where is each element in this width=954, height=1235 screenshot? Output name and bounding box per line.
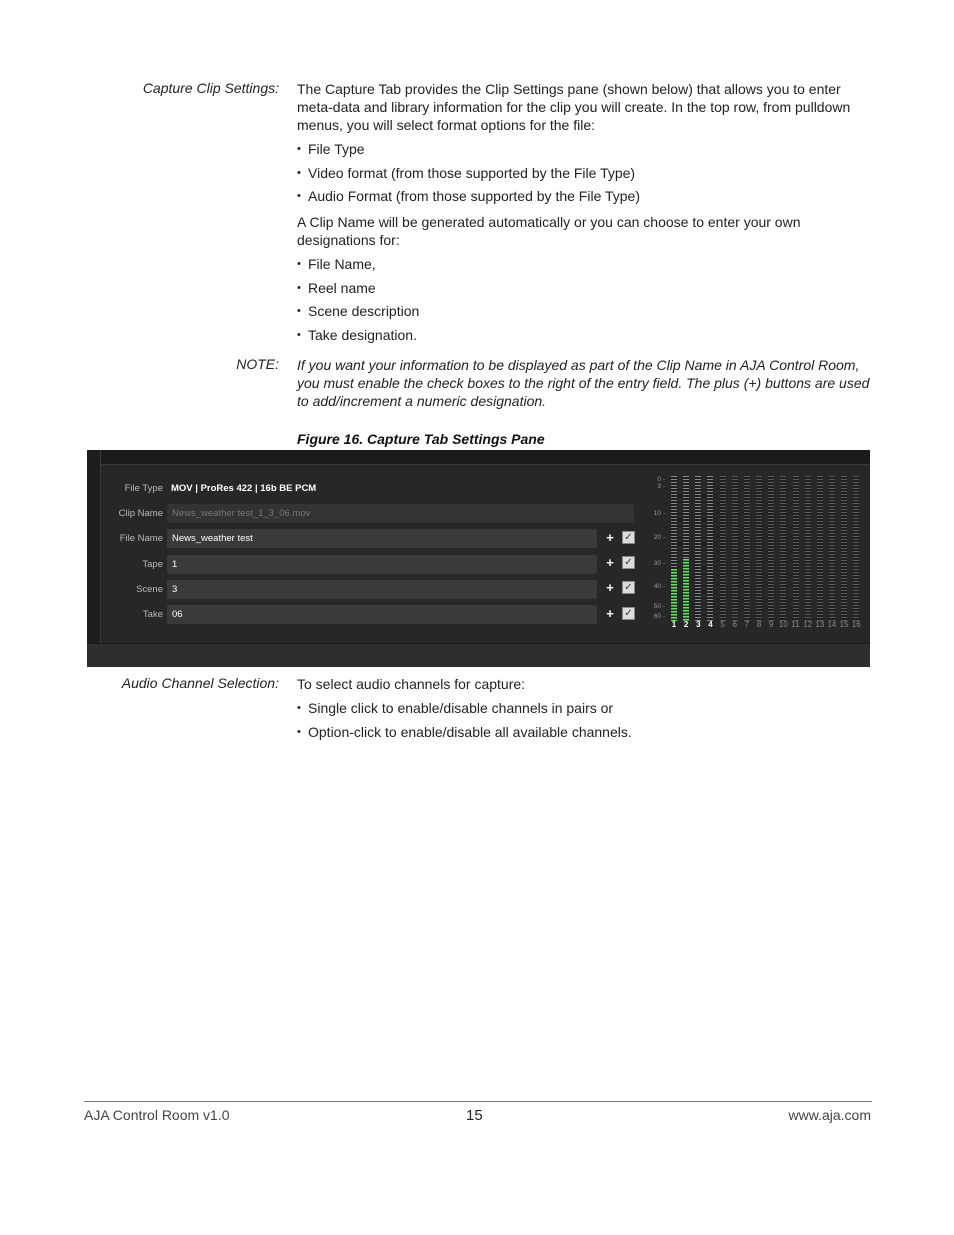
file-name-plus-button[interactable]: + (606, 530, 614, 545)
channel-number[interactable]: 9 (768, 620, 774, 629)
meter-channel-12[interactable] (805, 476, 811, 621)
tape-label: Tape (142, 559, 163, 570)
channel-number[interactable]: 6 (732, 620, 737, 629)
scene-field[interactable]: 3 (167, 580, 597, 599)
footer-divider (84, 1101, 872, 1102)
list-item: • Video format (from those supported by the File Type) (297, 164, 872, 182)
meter-scale-label: 10 - (653, 510, 665, 517)
meter-channel-5[interactable] (720, 476, 726, 621)
file-type-label: File Type (124, 483, 163, 494)
scene-plus-button[interactable]: + (606, 580, 614, 595)
meter-scale-label: 40 - (653, 583, 665, 590)
list-item: • Scene description (297, 302, 872, 320)
channel-number[interactable]: 7 (744, 620, 750, 629)
note-label: NOTE: (236, 356, 279, 372)
pane-left-edge (87, 450, 101, 667)
meter-channel-4[interactable] (707, 476, 713, 621)
list-item: • Audio Format (from those supported by the File Type) (297, 187, 872, 205)
meter-channel-10[interactable] (780, 476, 786, 621)
list-item: • File Name, (297, 255, 872, 273)
channel-number[interactable]: 2 (683, 620, 689, 629)
capture-clip-settings-label: Capture Clip Settings: (142, 80, 279, 96)
clip-name-label: Clip Name (118, 508, 163, 519)
meter-level (671, 569, 677, 621)
format-list (297, 140, 872, 205)
list-item: • Reel name (297, 279, 872, 297)
channel-number[interactable]: 1 (671, 620, 677, 629)
meter-scale-label: 30 - (653, 560, 665, 567)
meter-channel-1[interactable] (671, 476, 677, 621)
capture-intro: The Capture Tab provides the Clip Settings pane (shown below) that allows you to enter meta-data and library information for the clip you will create. In the top row, from pulldown menus, you will select format options for the file: (297, 81, 851, 133)
pane-bottom-bar (87, 643, 870, 667)
clipname-text: A Clip Name will be generated automatically or you can choose to enter your own designations for: (297, 214, 801, 248)
meter-channel-15[interactable] (841, 476, 847, 621)
channel-number[interactable]: 11 (791, 620, 800, 629)
file-name-checkbox[interactable]: ✓ (622, 531, 635, 544)
meter-channel-7[interactable] (744, 476, 750, 621)
scene-label: Scene (136, 584, 163, 595)
meter-scale-label: 0 - (657, 476, 665, 483)
audio-list (297, 699, 872, 741)
meter-channel-9[interactable] (768, 476, 774, 621)
take-field[interactable]: 06 (167, 605, 597, 624)
channel-number[interactable]: 16 (851, 620, 861, 629)
designation-list (297, 255, 872, 344)
channel-number[interactable]: 12 (803, 620, 813, 629)
tape-checkbox[interactable]: ✓ (622, 556, 635, 569)
channel-number[interactable]: 3 (696, 620, 701, 629)
audio-intro: To select audio channels for capture: (297, 676, 526, 692)
file-name-label: File Name (119, 533, 163, 544)
meter-channel-11[interactable] (793, 476, 799, 621)
footer-product: AJA Control Room v1.0 (84, 1107, 230, 1123)
meter-level (683, 559, 689, 621)
footer-url[interactable]: www.aja.com (788, 1107, 871, 1123)
file-type-value[interactable]: MOV | ProRes 422 | 16b BE PCM (171, 483, 317, 494)
list-item: • Option-click to enable/disable all available channels. (297, 723, 872, 741)
capture-section-body (297, 80, 872, 349)
meter-scale-label: 20 - (653, 534, 665, 541)
channel-number[interactable]: 4 (708, 620, 713, 629)
scene-checkbox[interactable]: ✓ (622, 581, 635, 594)
meter-scale-label: 50 - (653, 603, 665, 610)
channel-number[interactable]: 8 (756, 620, 762, 629)
page-number: 15 (466, 1107, 483, 1124)
channel-number[interactable]: 13 (815, 620, 825, 629)
clip-name-field: News_weather test_1_3_06.mov (167, 504, 634, 523)
meter-channel-2[interactable] (683, 476, 689, 621)
note-text: If you want your information to be displayed as part of the Clip Name in AJA Control Room, you must enable the check boxes to the right of the entry field. The plus (+) buttons are used to add/increment a numeric designation. (297, 357, 870, 409)
meter-channel-8[interactable] (756, 476, 762, 621)
meter-scale-label: 3 - (657, 483, 665, 490)
channel-number[interactable]: 15 (839, 620, 849, 629)
take-checkbox[interactable]: ✓ (622, 607, 635, 620)
file-name-field[interactable]: News_weather test (167, 529, 597, 548)
channel-number[interactable]: 5 (720, 620, 725, 629)
meter-channel-3[interactable] (695, 476, 701, 621)
meter-channel-6[interactable] (732, 476, 738, 621)
audio-section-body (297, 675, 872, 746)
meter-scale-label: 60 - (653, 613, 665, 620)
list-item: • Take designation. (297, 326, 872, 344)
channel-number[interactable]: 10 (778, 620, 788, 629)
meter-channel-13[interactable] (817, 476, 823, 621)
audio-channel-selection-label: Audio Channel Selection: (121, 675, 279, 691)
tape-plus-button[interactable]: + (606, 555, 614, 570)
pane-top-bar (87, 450, 870, 465)
take-plus-button[interactable]: + (606, 606, 614, 621)
take-label: Take (142, 609, 163, 620)
list-item: • File Type (297, 140, 872, 158)
capture-settings-pane (87, 450, 870, 667)
channel-number[interactable]: 14 (827, 620, 837, 629)
tape-field[interactable]: 1 (167, 555, 597, 574)
list-item: • Single click to enable/disable channels in pairs or (297, 699, 872, 717)
meter-channel-14[interactable] (829, 476, 835, 621)
figure-caption: Figure 16. Capture Tab Settings Pane (297, 431, 545, 447)
meter-channel-16[interactable] (853, 476, 859, 621)
